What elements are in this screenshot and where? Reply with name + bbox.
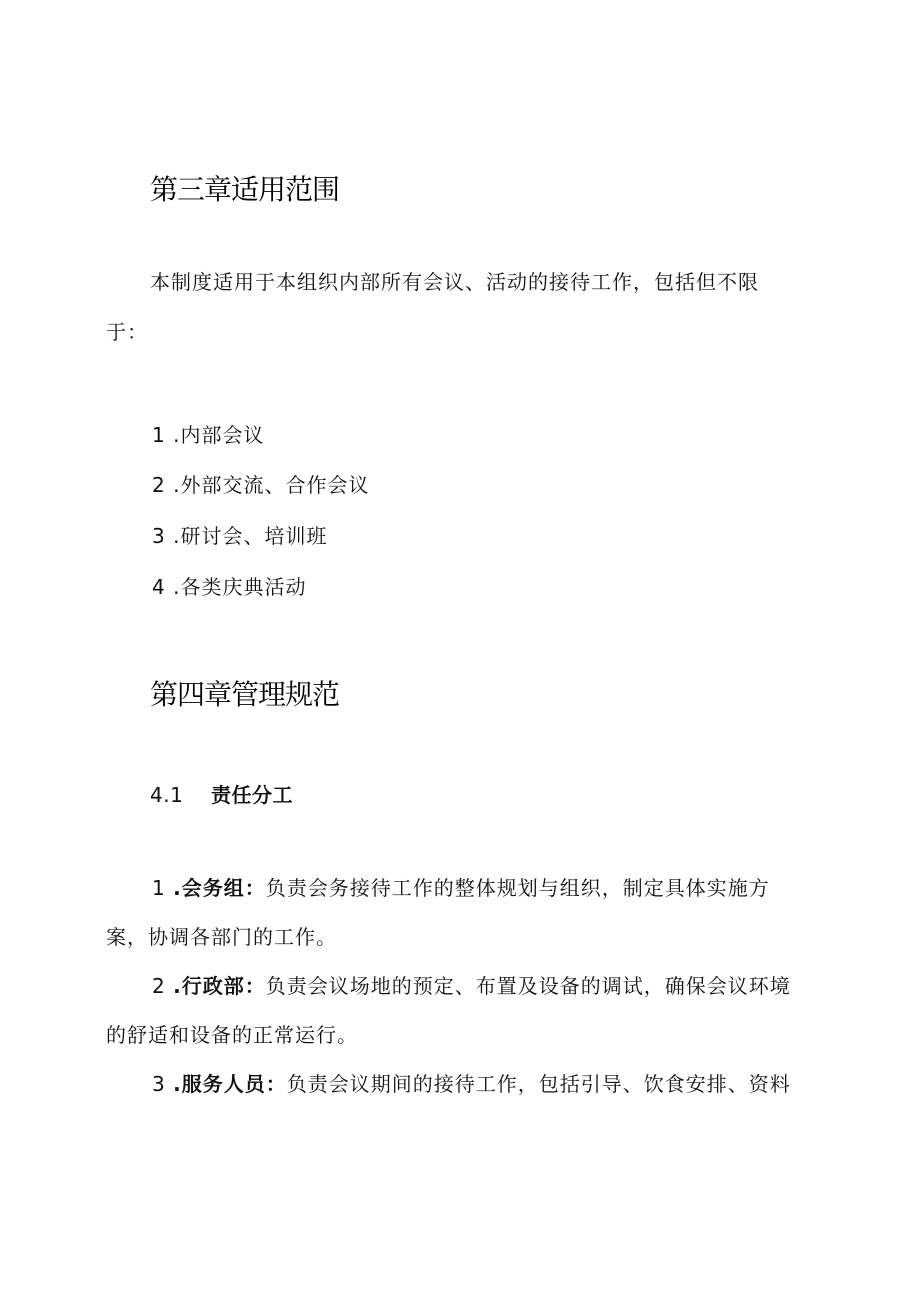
list-item-number: 2 — [152, 473, 166, 497]
list-item-text: .各类庆典活动 — [173, 575, 307, 599]
scope-list-item — [152, 419, 264, 448]
chapter-4-title: 第四章管理规范 — [150, 678, 340, 711]
duty-number: 1 — [152, 876, 166, 900]
chapter-3-intro-line-2: 于： — [106, 320, 148, 344]
list-item-number: 4 — [152, 575, 166, 599]
list-item-text: .内部会议 — [173, 423, 265, 447]
duty-label: .行政部： — [173, 974, 266, 998]
section-title: 责任分工 — [211, 783, 294, 807]
duty-text: 负责会议期间的接待工作，包括引导、饮食安排、资料 — [286, 1072, 791, 1096]
duty-number: 3 — [152, 1072, 166, 1096]
duty-label: .服务人员： — [173, 1072, 287, 1096]
section-number: 4.1 — [150, 783, 184, 807]
duty-number: 2 — [152, 974, 166, 998]
duty-item — [152, 1068, 791, 1097]
list-item-text: .研讨会、培训班 — [173, 524, 328, 548]
scope-list-item — [152, 571, 306, 600]
duty-label: .会务组： — [173, 876, 266, 900]
duty-item — [152, 970, 791, 999]
chapter-3-title: 第三章适用范围 — [150, 173, 340, 206]
duty-item — [152, 872, 770, 901]
duty-text: 负责会务接待工作的整体规划与组织，制定具体实施方 — [265, 876, 770, 900]
duty-text-continuation: 的舒适和设备的正常运行。 — [106, 1023, 358, 1047]
section-heading — [150, 779, 293, 808]
scope-list-item — [152, 469, 369, 498]
scope-list-item — [152, 520, 327, 549]
list-item-number: 3 — [152, 524, 166, 548]
list-item-text: .外部交流、合作会议 — [173, 473, 370, 497]
duty-text: 负责会议场地的预定、布置及设备的调试，确保会议环境 — [265, 974, 791, 998]
duty-text-continuation: 案，协调各部门的工作。 — [106, 925, 337, 949]
chapter-3-intro-line-1: 本制度适用于本组织内部所有会议、活动的接待工作，包括但不限 — [150, 270, 759, 294]
list-item-number: 1 — [152, 423, 166, 447]
